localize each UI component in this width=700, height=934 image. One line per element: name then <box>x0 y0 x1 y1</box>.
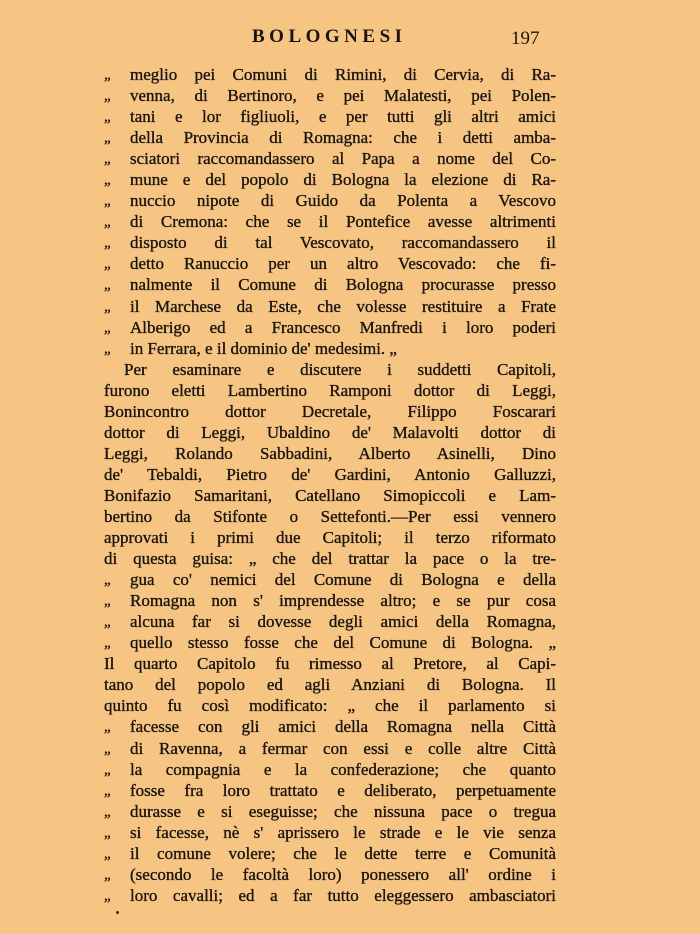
quote-mark: „ <box>104 214 111 231</box>
line-text: di Cremona: che se il Pontefice avesse altrimenti <box>130 212 556 232</box>
line-text: in Ferrara, e il dominio de' medesimi. „ <box>130 338 397 358</box>
text-line <box>104 211 556 232</box>
line-text: gua co' nemici del Comune di Bologna e della <box>130 570 556 590</box>
text-line <box>104 317 556 338</box>
line-text: disposto di tal Vescovato, raccomandassero il <box>130 233 556 253</box>
line-text: della Provincia di Romagna: che i detti amba- <box>130 128 556 148</box>
line-text: di Ravenna, a fermar con essi e colle altre Città <box>130 738 556 758</box>
line-text: durasse e si eseguisse; che nissuna pace o tregua <box>130 801 556 821</box>
text-line <box>104 759 556 780</box>
text-line <box>104 738 556 759</box>
line-text: Bonincontro dottor Decretale, Filippo Foscarari <box>104 401 556 421</box>
text-line <box>104 885 556 906</box>
line-text: di questa guisa: „ che del trattar la pace o la tre- <box>104 549 556 569</box>
text-line <box>104 801 556 822</box>
running-head <box>0 26 700 50</box>
text-line <box>104 169 556 190</box>
text-line <box>104 380 556 401</box>
line-text: alcuna far si dovesse degli amici della Romagna, <box>130 612 556 632</box>
text-line <box>104 190 556 211</box>
text-line <box>104 527 556 548</box>
text-line <box>104 843 556 864</box>
line-text: sciatori raccomandassero al Papa a nome del Co- <box>130 149 556 169</box>
line-text: quinto fu così modificato: „ che il parlamento si <box>104 696 556 716</box>
line-text: dottor di Leggi, Ubaldino de' Malavolti dottor di <box>104 422 556 442</box>
line-text: approvati i primi due Capitoli; il terzo riformato <box>104 528 556 548</box>
line-text: tani e lor figliuoli, e per tutti gli altri amici <box>130 107 556 127</box>
quote-mark: „ <box>104 172 111 189</box>
line-text: furono eletti Lambertino Ramponi dottor di Leggi, <box>104 380 556 400</box>
line-text: Alberigo ed a Francesco Manfredi i loro poderi <box>130 317 556 337</box>
line-text: si facesse, nè s' aprissero le strade e le vie senza <box>130 822 556 842</box>
text-line <box>104 864 556 885</box>
text-line <box>104 822 556 843</box>
quote-mark: „ <box>104 572 111 589</box>
quote-mark: „ <box>104 593 111 610</box>
text-line <box>104 611 556 632</box>
line-text: mune e del popolo di Bologna la elezione di Ra- <box>130 170 556 190</box>
line-text: bertino da Stifonte o Settefonti.—Per essi vennero <box>104 506 556 526</box>
quote-mark: „ <box>104 803 111 820</box>
text-line <box>104 485 556 506</box>
text-line <box>104 85 556 106</box>
text-line <box>104 359 556 380</box>
line-text: nuccio nipote di Guido da Polenta a Vescovo <box>130 191 556 211</box>
text-line <box>104 653 556 674</box>
text-line <box>104 232 556 253</box>
quote-mark: „ <box>104 340 111 357</box>
quote-mark: „ <box>104 151 111 168</box>
quote-mark: „ <box>104 782 111 799</box>
quote-mark: „ <box>104 845 111 862</box>
text-line <box>104 464 556 485</box>
line-text: Per esaminare e discutere i suddetti Capitoli, <box>124 359 556 379</box>
line-text: loro cavalli; ed a far tutto eleggessero ambasciatori <box>130 885 556 905</box>
quote-mark: „ <box>104 109 111 126</box>
text-line <box>104 695 556 716</box>
line-text: tano del popolo ed agli Anziani di Bologna. Il <box>104 675 556 695</box>
line-text: Il quarto Capitolo fu rimesso al Pretore, al Capi- <box>104 654 556 674</box>
quote-mark: „ <box>104 614 111 631</box>
text-line <box>104 780 556 801</box>
quote-mark: „ <box>104 130 111 147</box>
text-line <box>104 632 556 653</box>
line-text: Bonifazio Samaritani, Catellano Simopiccoli e Lam- <box>104 485 556 505</box>
quote-mark: „ <box>104 824 111 841</box>
text-line <box>104 674 556 695</box>
quote-mark: „ <box>104 635 111 652</box>
quote-mark: „ <box>104 298 111 315</box>
text-line <box>104 106 556 127</box>
text-line <box>104 506 556 527</box>
line-text: la compagnia e la confederazione; che quanto <box>130 759 556 779</box>
line-text: venna, di Bertinoro, e pei Malatesti, pei Polen- <box>130 86 556 106</box>
quote-mark: „ <box>104 88 111 105</box>
line-text: Leggi, Rolando Sabbadini, Alberto Asinelli, Dino <box>104 443 556 463</box>
quote-mark: „ <box>104 256 111 273</box>
quote-mark: „ <box>104 193 111 210</box>
text-line <box>104 253 556 274</box>
line-text: (secondo le facoltà loro) ponessero all' ordine i <box>130 864 556 884</box>
body-text <box>104 64 556 906</box>
quote-mark: „ <box>104 761 111 778</box>
quote-mark: „ <box>104 235 111 252</box>
line-text: quello stesso fosse che del Comune di Bologna. „ <box>130 633 556 653</box>
text-line <box>104 338 556 359</box>
text-line <box>104 422 556 443</box>
line-text: detto Ranuccio per un altro Vescovado: che fi- <box>130 254 556 274</box>
quote-mark: „ <box>104 277 111 294</box>
quote-mark: „ <box>104 887 111 904</box>
text-line <box>104 401 556 422</box>
quote-mark: „ <box>104 319 111 336</box>
quote-mark: „ <box>104 740 111 757</box>
paper-speck <box>116 911 119 914</box>
page-number: 197 <box>511 28 540 49</box>
quote-mark: „ <box>104 719 111 736</box>
text-line <box>104 148 556 169</box>
text-line <box>104 127 556 148</box>
line-text: Romagna non s' imprendesse altro; e se pur cosa <box>130 591 556 611</box>
line-text: meglio pei Comuni di Rimini, di Cervia, di Ra- <box>130 65 556 84</box>
line-text: fosse fra loro trattato e deliberato, perpetuamente <box>130 780 556 800</box>
running-title: BOLOGNESI <box>252 26 407 47</box>
text-line <box>104 443 556 464</box>
text-line <box>104 569 556 590</box>
line-text: il comune volere; che le dette terre e Comunità <box>130 843 556 863</box>
quote-mark: „ <box>104 866 111 883</box>
line-text: nalmente il Comune di Bologna procurasse presso <box>130 275 556 295</box>
line-text: il Marchese da Este, che volesse restituire a Frate <box>130 296 556 316</box>
text-line <box>104 590 556 611</box>
text-line <box>104 64 556 85</box>
text-line <box>104 296 556 317</box>
quote-mark: „ <box>104 67 111 83</box>
line-text: de' Tebaldi, Pietro de' Gardini, Antonio Galluzzi, <box>104 464 556 484</box>
text-line <box>104 716 556 737</box>
text-line <box>104 548 556 569</box>
text-line <box>104 274 556 295</box>
line-text: facesse con gli amici della Romagna nella Città <box>130 717 556 737</box>
